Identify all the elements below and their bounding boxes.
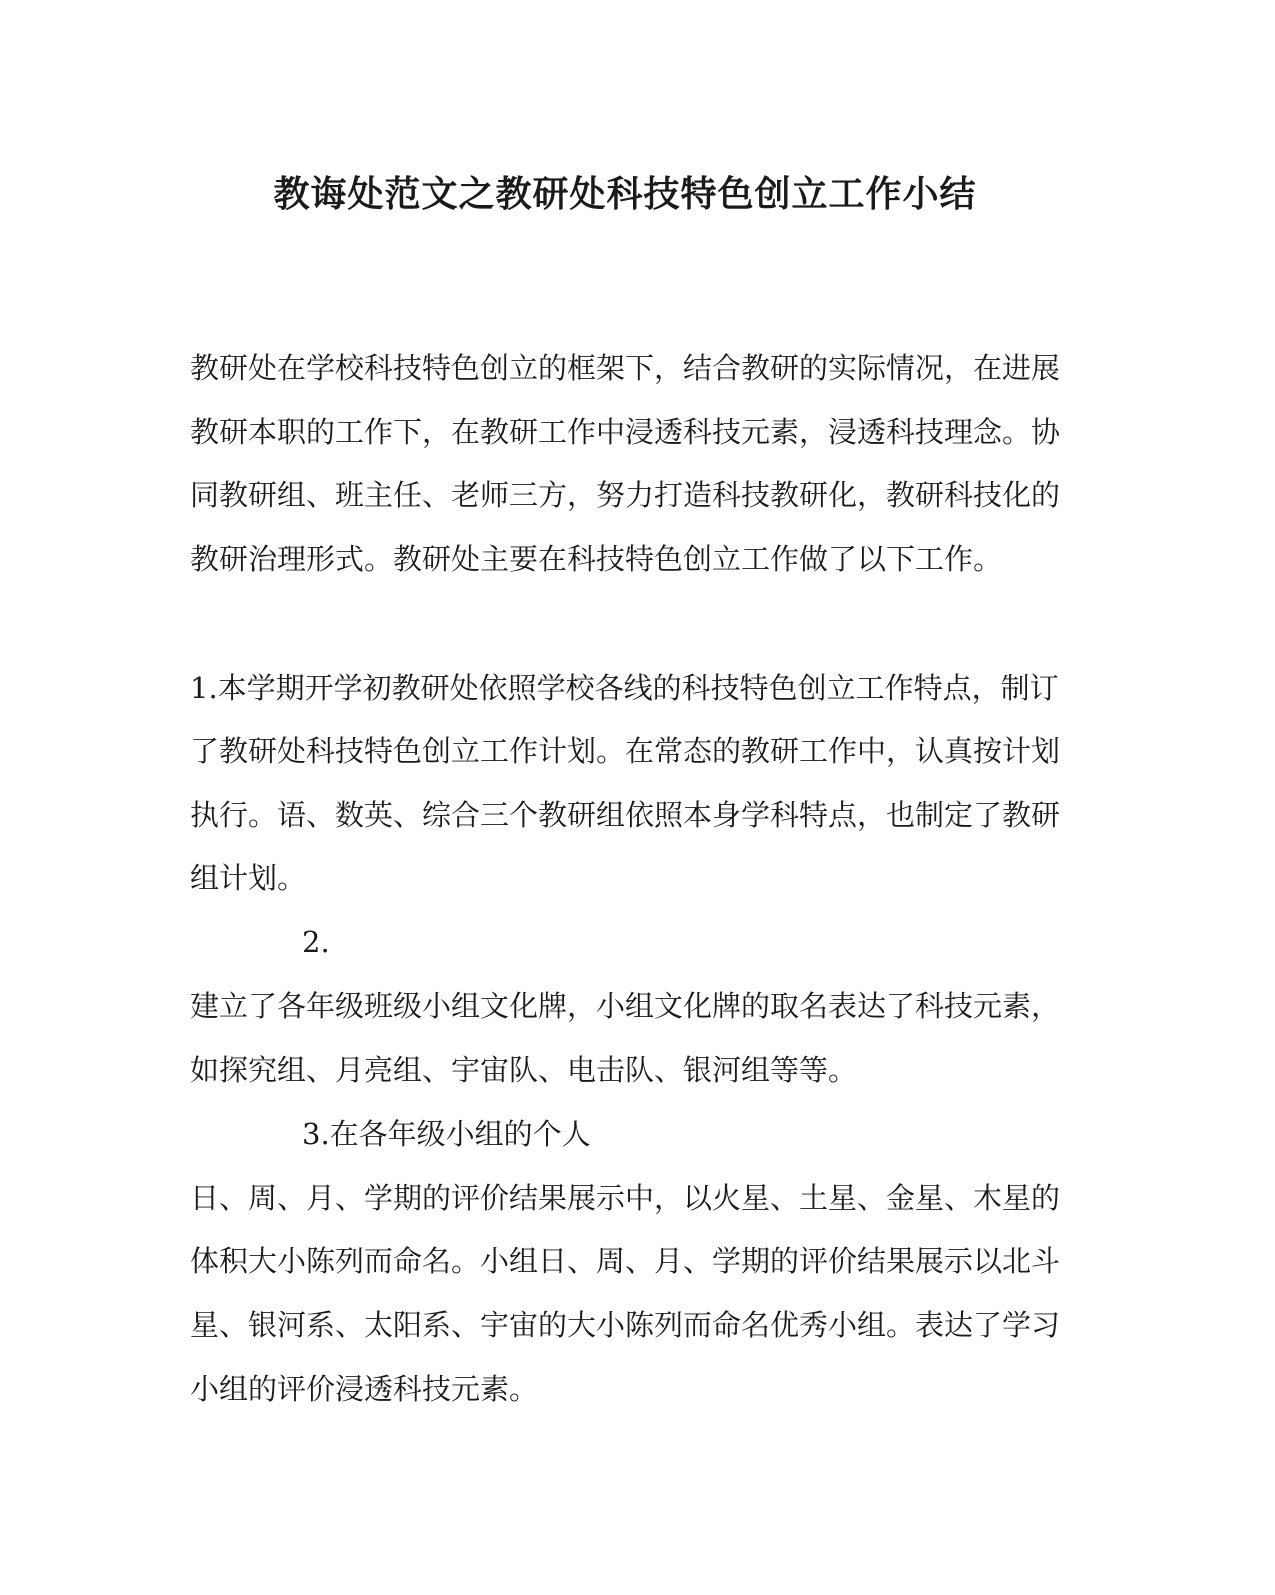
document-title: 教诲处范文之教研处科技特色创立工作小结 — [273, 173, 977, 215]
item-3-line: 星、银河系、太阳系、宇宙的大小陈列而命名优秀小组。表达了学习 — [190, 1308, 1061, 1342]
item-2-line: 建立了各年级班级小组文化牌，小组文化牌的取名表达了科技元素， — [190, 989, 1061, 1023]
item-1-line: 组计划。 — [190, 861, 307, 895]
paragraph-intro-line: 教研处在学校科技特色创立的框架下，结合教研的实际情况，在进展 — [190, 351, 1061, 385]
item-3-line: 日、周、月、学期的评价结果展示中，以火星、土星、金星、木星的 — [190, 1181, 1061, 1215]
item-3-line: 体积大小陈列而命名。小组日、周、月、学期的评价结果展示以北斗 — [190, 1244, 1061, 1278]
paragraph-intro-line: 同教研组、班主任、老师三方，努力打造科技教研化，教研科技化的 — [190, 478, 1061, 512]
paragraph-intro-line: 教研治理形式。教研处主要在科技特色创立工作做了以下工作。 — [190, 542, 1003, 576]
item-2-number: 2. — [302, 925, 330, 959]
item-1-line: 执行。语、数英、综合三个教研组依照本身学科特点，也制定了教研 — [190, 798, 1061, 832]
item-3-line: 小组的评价浸透科技元素。 — [190, 1372, 539, 1406]
item-1-line: 了教研处科技特色创立工作计划。在常态的教研工作中，认真按计划 — [190, 734, 1061, 768]
item-1-line: 1.本学期开学初教研处依照学校各线的科技特色创立工作特点，制订 — [190, 671, 1059, 705]
paragraph-intro-line: 教研本职的工作下，在教研工作中浸透科技元素，浸透科技理念。协 — [190, 415, 1061, 449]
item-2-line: 如探究组、月亮组、宇宙队、电击队、银河组等等。 — [190, 1053, 858, 1087]
item-3-heading: 3.在各年级小组的个人 — [302, 1117, 591, 1151]
